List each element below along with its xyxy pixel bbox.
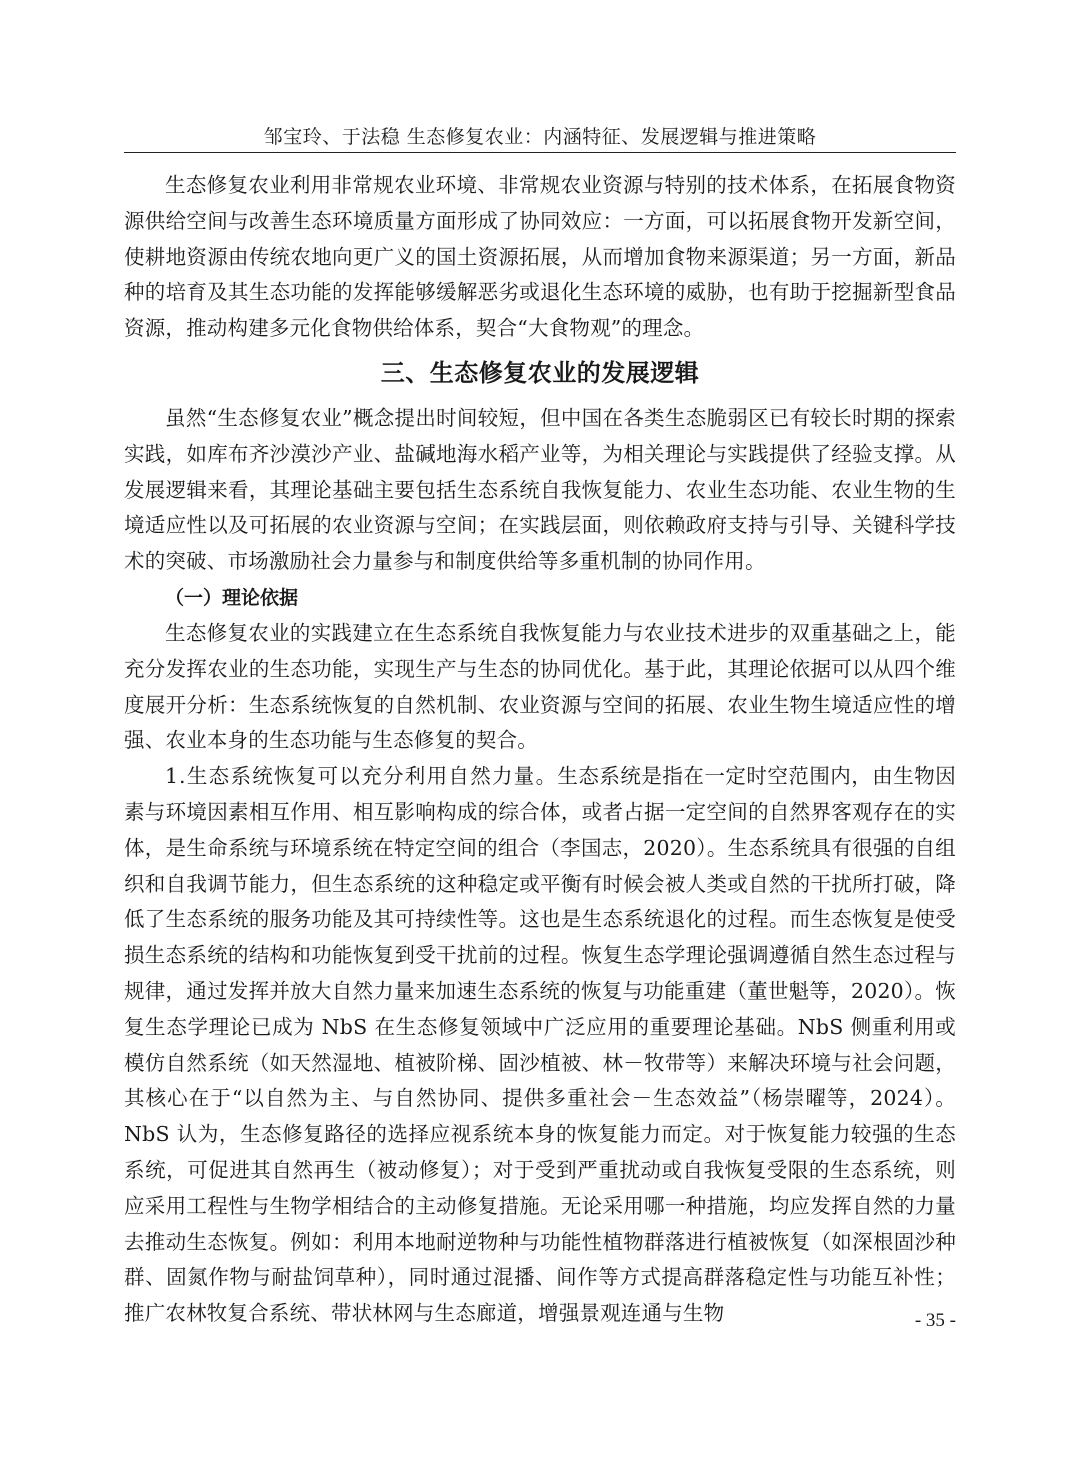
- paragraph-body-text: 生态系统是指在一定时空范围内，由生物因素与环境因素相互作用、相互影响构成的综合体，或者占据一定空间的自然界客观存在的实体，是生命系统与环境系统在特定空间的组合（李国志，2020）。生态系统具有很强的自组织和自我调节能力，但生态系统的这种稳定或平衡有时候会被人类或自然的干扰所打破，降低了生态系统的服务功能及其可持续性等。这也是生态系统退化的过程。而生态恢复是使受损生态系统的结构和功能恢复到受干扰前的过程。恢复生态学理论强调遵循自然生态过程与规律，通过发挥并放大自然力量来加速生态系统的恢复与功能重建（董世魁等，2020）。恢复生态学理论已成为 NbS 在生态修复领域中广泛应用的重要理论基础。NbS 侧重利用或模仿自然系统（如天然湿地、植被阶梯、固沙植被、林－牧带等）来解决环境与社会问题，其核心在于“以自然为主、与自然协同、提供多重社会－生态效益”（杨崇曜等，2024）。NbS 认为，生态修复路径的选择应视系统本身的恢复能力而定。对于恢复能力较强的生态系统，可促进其自然再生（被动修复）；对于受到严重扰动或自我恢复受限的生态系统，则应采用工程性与生物学相结合的主动修复措施。无论采用哪一种措施，均应发挥自然的力量去推动生态恢复。例如：利用本地耐逆物种与功能性植物群落进行植被恢复（如深根固沙种群、固氮作物与耐盐饲草种），同时通过混播、间作等方式提高群落稳定性与功能互补性；推广农林牧复合系统、带状林网与生态廊道，增强景观连通与生物: [124, 764, 956, 1326]
- header-rule: [124, 152, 956, 153]
- paragraph-theory-basis: 生态修复农业的实践建立在生态系统自我恢复能力与农业技术进步的双重基础之上，能充分发挥农业的生态功能，实现生产与生态的协同优化。基于此，其理论依据可以从四个维度展开分析：生态系统恢复的自然机制、农业资源与空间的拓展、农业生物生境适应性的增强、农业本身的生态功能与生态修复的契合。: [124, 620, 956, 753]
- page-number: - 35 -: [914, 1310, 956, 1331]
- running-header: 邹宝玲、于法稳 生态修复农业：内涵特征、发展逻辑与推进策略: [263, 126, 817, 148]
- section-title: 三、生态修复农业的发展逻辑: [380, 358, 700, 387]
- paragraph-intro-synergy: 生态修复农业利用非常规农业环境、非常规农业资源与特别的技术体系，在拓展食物资源供给空间与改善生态环境质量方面形成了协同效应：一方面，可以拓展食物开发新空间，使耕地资源由传统农地向更广义的国土资源拓展，从而增加食物来源渠道；另一方面，新品种的培育及其生态功能的发挥能够缓解恶劣或退化生态环境的威胁，也有助于挖掘新型食品资源，推动构建多元化食物供给体系，契合“大食物观”的理念。: [124, 173, 956, 341]
- paragraph-development-logic: 虽然“生态修复农业”概念提出时间较短，但中国在各类生态脆弱区已有较长时期的探索实践，如库布齐沙漠沙产业、盐碱地海水稻产业等，为相关理论与实践提供了经验支撑。从发展逻辑来看，其理论基础主要包括生态系统自我恢复能力、农业生态功能、农业生物的生境适应性以及可拓展的农业资源与空间；在实践层面，则依赖政府支持与引导、关键科学技术的突破、市场激励社会力量参与和制度供给等多重机制的协同作用。: [124, 405, 956, 574]
- paragraph-ecosystem-recovery: [124, 759, 956, 1332]
- paragraph-lead-phrase: 1.生态系统恢复可以充分利用自然力量。: [165, 764, 558, 789]
- article-body: [124, 168, 956, 1332]
- subsection-title: （一）理论依据: [165, 586, 299, 609]
